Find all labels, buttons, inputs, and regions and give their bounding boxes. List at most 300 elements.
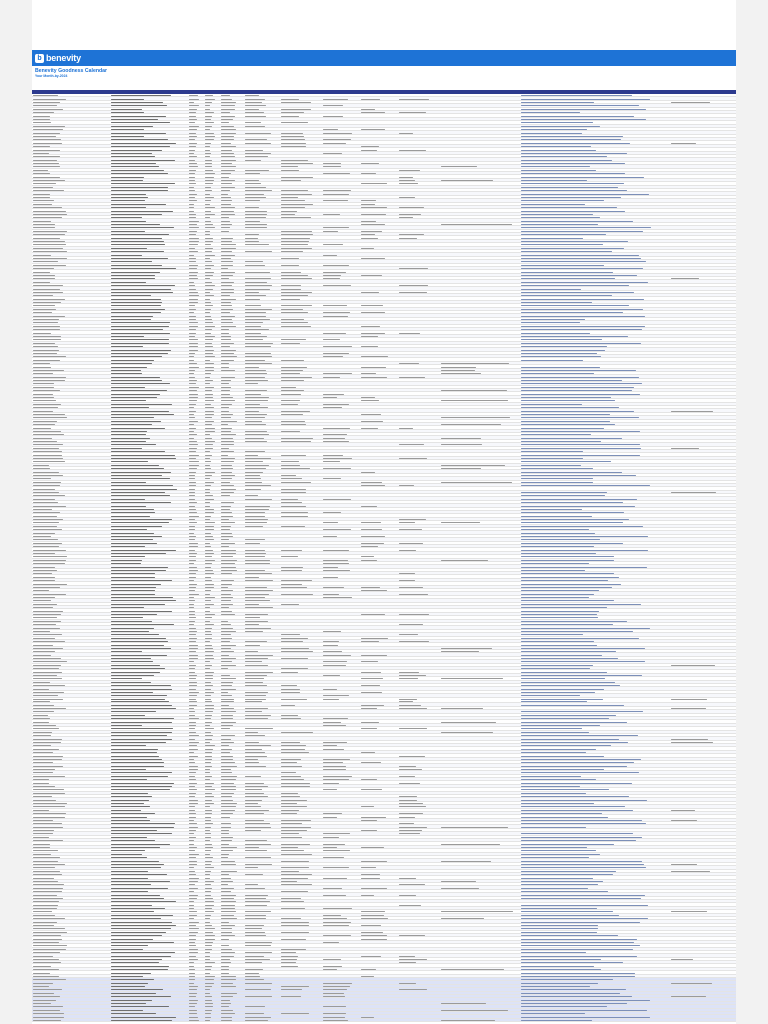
- cell-text-placeholder: [189, 607, 194, 608]
- cell-text-placeholder: [245, 292, 259, 293]
- cell-text-placeholder: [205, 617, 212, 618]
- cell-text-placeholder: [205, 367, 214, 368]
- cell-text-placeholder: [221, 319, 232, 320]
- cell-text-placeholder: [189, 689, 196, 690]
- cell-text-placeholder: [205, 207, 215, 208]
- cell-text-placeholder: [281, 312, 308, 313]
- cell-text-placeholder: [33, 732, 52, 733]
- cell-text-placeholder: [323, 190, 351, 191]
- cell-text-placeholder: [205, 468, 211, 469]
- cell-text-placeholder: [205, 231, 210, 232]
- cell-text-placeholder: [205, 742, 210, 743]
- cell-text-placeholder: [111, 655, 167, 656]
- cell-text-placeholder: [33, 200, 54, 201]
- cell-text-placeholder: [33, 173, 50, 174]
- cell-text-placeholder: [205, 621, 210, 622]
- document-page: [32, 0, 736, 1024]
- cell-text-placeholder: [111, 353, 168, 354]
- cell-text-placeholder: [245, 597, 265, 598]
- cell-text-placeholder: [33, 715, 48, 716]
- cell-text-placeholder: [281, 177, 313, 178]
- cell-text-placeholder: [281, 810, 299, 811]
- cell-text-placeholder: [189, 448, 197, 449]
- cell-text-placeholder: [521, 820, 642, 821]
- cell-text-placeholder: [245, 827, 271, 828]
- cell-text-placeholder: [111, 194, 146, 195]
- cell-text-placeholder: [245, 658, 268, 659]
- cell-text-placeholder: [205, 708, 214, 709]
- cell-text-placeholder: [33, 495, 65, 496]
- cell-text-placeholder: [33, 258, 67, 259]
- cell-text-placeholder: [205, 725, 210, 726]
- cell-text-placeholder: [245, 550, 265, 551]
- cell-text-placeholder: [189, 224, 197, 225]
- cell-text-placeholder: [671, 708, 706, 709]
- cell-text-placeholder: [205, 407, 214, 408]
- cell-text-placeholder: [111, 183, 175, 184]
- cell-text-placeholder: [245, 823, 270, 824]
- cell-text-placeholder: [441, 722, 496, 723]
- cell-text-placeholder: [521, 305, 629, 306]
- cell-text-placeholder: [111, 803, 144, 804]
- cell-text-placeholder: [361, 373, 376, 374]
- cell-text-placeholder: [189, 563, 194, 564]
- cell-text-placeholder: [521, 275, 637, 276]
- cell-text-placeholder: [361, 678, 383, 679]
- cell-text-placeholder: [33, 221, 51, 222]
- cell-text-placeholder: [361, 556, 374, 557]
- cell-text-placeholder: [245, 153, 271, 154]
- cell-text-placeholder: [221, 722, 236, 723]
- cell-text-placeholder: [111, 638, 166, 639]
- cell-text-placeholder: [521, 316, 645, 317]
- cell-text-placeholder: [521, 441, 601, 442]
- cell-text-placeholder: [189, 529, 195, 530]
- cell-text-placeholder: [111, 404, 172, 405]
- cell-text-placeholder: [221, 711, 236, 712]
- cell-text-placeholder: [205, 577, 211, 578]
- cell-text-placeholder: [189, 638, 197, 639]
- cell-text-placeholder: [323, 641, 339, 642]
- cell-text-placeholder: [111, 251, 164, 252]
- cell-text-placeholder: [245, 346, 271, 347]
- cell-text-placeholder: [33, 302, 61, 303]
- cell-text-placeholder: [245, 475, 260, 476]
- cell-text-placeholder: [521, 241, 628, 242]
- cell-text-placeholder: [441, 180, 493, 181]
- cell-text-placeholder: [205, 668, 210, 669]
- cell-text-placeholder: [205, 343, 212, 344]
- cell-text-placeholder: [205, 769, 210, 770]
- cell-text-placeholder: [33, 543, 62, 544]
- cell-text-placeholder: [111, 509, 154, 510]
- cell-text-placeholder: [221, 160, 236, 161]
- cell-text-placeholder: [521, 672, 607, 673]
- cell-text-placeholder: [189, 806, 195, 807]
- cell-text-placeholder: [205, 529, 214, 530]
- cell-text-placeholder: [111, 628, 154, 629]
- cell-text-placeholder: [521, 214, 593, 215]
- cell-text-placeholder: [111, 749, 158, 750]
- cell-text-placeholder: [399, 519, 426, 520]
- cell-text-placeholder: [205, 705, 214, 706]
- cell-text-placeholder: [245, 512, 265, 513]
- cell-text-placeholder: [205, 783, 214, 784]
- cell-text-placeholder: [521, 546, 594, 547]
- cell-text-placeholder: [281, 672, 298, 673]
- cell-text-placeholder: [33, 244, 66, 245]
- cell-text-placeholder: [189, 732, 196, 733]
- cell-text-placeholder: [33, 783, 49, 784]
- cell-text-placeholder: [521, 417, 639, 418]
- cell-text-placeholder: [205, 234, 210, 235]
- cell-text-placeholder: [521, 512, 624, 513]
- cell-text-placeholder: [221, 150, 232, 151]
- cell-text-placeholder: [111, 577, 155, 578]
- cell-text-placeholder: [221, 803, 237, 804]
- cell-text-placeholder: [221, 786, 236, 787]
- cell-text-placeholder: [205, 431, 215, 432]
- cell-text-placeholder: [221, 187, 235, 188]
- cell-text-placeholder: [221, 739, 231, 740]
- cell-text-placeholder: [205, 116, 212, 117]
- cell-text-placeholder: [189, 756, 198, 757]
- cell-text-placeholder: [189, 163, 197, 164]
- cell-text-placeholder: [521, 628, 650, 629]
- cell-text-placeholder: [245, 563, 270, 564]
- cell-text-placeholder: [33, 492, 59, 493]
- cell-text-placeholder: [189, 550, 195, 551]
- cell-text-placeholder: [111, 129, 144, 130]
- cell-text-placeholder: [33, 370, 64, 371]
- cell-text-placeholder: [323, 99, 348, 100]
- cell-text-placeholder: [189, 695, 197, 696]
- cell-text-placeholder: [205, 241, 213, 242]
- cell-text-placeholder: [189, 594, 199, 595]
- cell-text-placeholder: [221, 248, 236, 249]
- cell-text-placeholder: [281, 411, 310, 412]
- cell-text-placeholder: [189, 827, 198, 828]
- cell-text-placeholder: [521, 112, 580, 113]
- cell-text-placeholder: [111, 312, 161, 313]
- cell-text-placeholder: [33, 139, 61, 140]
- cell-text-placeholder: [281, 766, 302, 767]
- cell-text-placeholder: [111, 489, 177, 490]
- cell-text-placeholder: [323, 655, 351, 656]
- cell-text-placeholder: [521, 803, 594, 804]
- cell-text-placeholder: [521, 322, 580, 323]
- cell-text-placeholder: [189, 543, 198, 544]
- cell-text-placeholder: [189, 95, 198, 96]
- cell-text-placeholder: [205, 272, 214, 273]
- cell-text-placeholder: [361, 722, 379, 723]
- cell-text-placeholder: [33, 180, 65, 181]
- cell-text-placeholder: [521, 590, 599, 591]
- cell-text-placeholder: [111, 516, 150, 517]
- cell-text-placeholder: [189, 112, 196, 113]
- cell-text-placeholder: [205, 550, 213, 551]
- cell-text-placeholder: [33, 278, 55, 279]
- cell-text-placeholder: [189, 522, 197, 523]
- cell-text-placeholder: [221, 759, 233, 760]
- cell-text-placeholder: [205, 570, 213, 571]
- cell-text-placeholder: [521, 692, 595, 693]
- cell-text-placeholder: [221, 112, 230, 113]
- cell-text-placeholder: [33, 204, 52, 205]
- cell-text-placeholder: [205, 336, 215, 337]
- cell-text-placeholder: [245, 282, 267, 283]
- cell-text-placeholder: [245, 322, 263, 323]
- cell-text-placeholder: [33, 668, 59, 669]
- cell-text-placeholder: [221, 725, 233, 726]
- cell-text-placeholder: [281, 217, 311, 218]
- benevity-logo-icon: b: [35, 54, 44, 63]
- cell-text-placeholder: [111, 522, 169, 523]
- cell-text-placeholder: [33, 506, 66, 507]
- cell-text-placeholder: [399, 614, 429, 615]
- cell-text-placeholder: [521, 299, 644, 300]
- cell-text-placeholder: [245, 820, 264, 821]
- cell-text-placeholder: [281, 705, 295, 706]
- cell-text-placeholder: [245, 394, 261, 395]
- cell-text-placeholder: [111, 309, 165, 310]
- cell-text-placeholder: [361, 638, 388, 639]
- cell-text-placeholder: [521, 411, 634, 412]
- cell-text-placeholder: [399, 817, 415, 818]
- cell-text-placeholder: [111, 678, 142, 679]
- cell-text-placeholder: [521, 190, 627, 191]
- cell-text-placeholder: [245, 200, 260, 201]
- cell-text-placeholder: [189, 404, 196, 405]
- cell-text-placeholder: [245, 810, 269, 811]
- cell-text-placeholder: [33, 234, 65, 235]
- cell-text-placeholder: [221, 817, 230, 818]
- cell-text-placeholder: [245, 238, 258, 239]
- cell-text-placeholder: [441, 417, 510, 418]
- cell-text-placeholder: [205, 119, 211, 120]
- cell-text-placeholder: [281, 244, 308, 245]
- cell-text-placeholder: [33, 672, 62, 673]
- cell-text-placeholder: [221, 482, 230, 483]
- cell-text-placeholder: [521, 258, 641, 259]
- cell-text-placeholder: [221, 769, 231, 770]
- cell-text-placeholder: [33, 584, 67, 585]
- cell-text-placeholder: [111, 584, 161, 585]
- cell-text-placeholder: [521, 424, 615, 425]
- cell-text-placeholder: [33, 800, 56, 801]
- cell-text-placeholder: [441, 648, 492, 649]
- cell-text-placeholder: [205, 255, 215, 256]
- cell-text-placeholder: [111, 587, 156, 588]
- cell-text-placeholder: [111, 550, 176, 551]
- cell-text-placeholder: [221, 526, 231, 527]
- cell-text-placeholder: [221, 99, 232, 100]
- cell-text-placeholder: [521, 458, 583, 459]
- cell-text-placeholder: [205, 411, 214, 412]
- cell-text-placeholder: [245, 414, 267, 415]
- cell-text-placeholder: [245, 183, 261, 184]
- cell-text-placeholder: [281, 715, 298, 716]
- cell-text-placeholder: [399, 594, 428, 595]
- cell-text-placeholder: [281, 404, 298, 405]
- cell-text-placeholder: [111, 451, 165, 452]
- cell-text-placeholder: [189, 478, 195, 479]
- cell-text-placeholder: [245, 506, 270, 507]
- cell-text-placeholder: [205, 329, 212, 330]
- cell-text-placeholder: [521, 485, 650, 486]
- cell-text-placeholder: [205, 258, 210, 259]
- cell-text-placeholder: [221, 516, 233, 517]
- cell-text-placeholder: [521, 550, 648, 551]
- cell-text-placeholder: [521, 194, 649, 195]
- cell-text-placeholder: [33, 268, 54, 269]
- cell-text-placeholder: [111, 316, 153, 317]
- cell-text-placeholder: [245, 732, 258, 733]
- cell-text-placeholder: [205, 692, 214, 693]
- cell-text-placeholder: [521, 607, 607, 608]
- cell-text-placeholder: [281, 116, 299, 117]
- cell-text-placeholder: [281, 248, 312, 249]
- cell-text-placeholder: [671, 143, 696, 144]
- cell-text-placeholder: [521, 285, 629, 286]
- cell-text-placeholder: [221, 241, 232, 242]
- cell-text-placeholder: [111, 604, 165, 605]
- cell-text-placeholder: [323, 762, 343, 763]
- cell-text-placeholder: [189, 533, 194, 534]
- cell-text-placeholder: [323, 769, 346, 770]
- cell-text-placeholder: [111, 377, 160, 378]
- cell-text-placeholder: [33, 461, 65, 462]
- cell-text-placeholder: [245, 390, 267, 391]
- cell-text-placeholder: [281, 424, 306, 425]
- cell-text-placeholder: [245, 756, 267, 757]
- cell-text-placeholder: [361, 705, 384, 706]
- cell-text-placeholder: [221, 604, 233, 605]
- cell-text-placeholder: [221, 600, 231, 601]
- cell-text-placeholder: [111, 512, 155, 513]
- cell-text-placeholder: [361, 752, 375, 753]
- cell-text-placeholder: [111, 119, 158, 120]
- cell-text-placeholder: [521, 109, 646, 110]
- cell-text-placeholder: [205, 762, 211, 763]
- cell-text-placeholder: [281, 326, 311, 327]
- cell-text-placeholder: [245, 624, 259, 625]
- cell-text-placeholder: [111, 468, 164, 469]
- cell-text-placeholder: [33, 611, 63, 612]
- cell-text-placeholder: [205, 285, 215, 286]
- cell-text-placeholder: [205, 153, 211, 154]
- cell-text-placeholder: [205, 800, 212, 801]
- cell-text-placeholder: [221, 594, 231, 595]
- cell-text-placeholder: [111, 506, 146, 507]
- cell-text-placeholder: [205, 648, 213, 649]
- document-subtitle: Your Month-by-2024: [35, 74, 68, 78]
- cell-text-placeholder: [189, 434, 197, 435]
- cell-text-placeholder: [245, 299, 260, 300]
- cell-text-placeholder: [33, 346, 58, 347]
- cell-text-placeholder: [323, 570, 350, 571]
- cell-text-placeholder: [281, 779, 304, 780]
- cell-text-placeholder: [521, 319, 585, 320]
- cell-text-placeholder: [281, 160, 308, 161]
- cell-text-placeholder: [521, 776, 581, 777]
- cell-text-placeholder: [281, 309, 303, 310]
- cell-text-placeholder: [189, 786, 195, 787]
- cell-text-placeholder: [189, 417, 195, 418]
- cell-text-placeholder: [323, 356, 343, 357]
- cell-text-placeholder: [189, 146, 196, 147]
- cell-text-placeholder: [189, 711, 195, 712]
- cell-text-placeholder: [189, 295, 199, 296]
- cell-text-placeholder: [205, 689, 211, 690]
- cell-text-placeholder: [361, 163, 379, 164]
- cell-text-placeholder: [399, 756, 425, 757]
- cell-text-placeholder: [111, 238, 162, 239]
- cell-text-placeholder: [111, 711, 156, 712]
- cell-text-placeholder: [281, 570, 302, 571]
- cell-text-placeholder: [221, 485, 234, 486]
- cell-text-placeholder: [33, 539, 58, 540]
- cell-text-placeholder: [221, 289, 234, 290]
- cell-text-placeholder: [205, 305, 213, 306]
- cell-text-placeholder: [33, 207, 62, 208]
- cell-text-placeholder: [189, 407, 194, 408]
- cell-text-placeholder: [205, 211, 211, 212]
- cell-text-placeholder: [281, 238, 310, 239]
- cell-text-placeholder: [521, 407, 619, 408]
- cell-text-placeholder: [33, 390, 60, 391]
- cell-text-placeholder: [521, 499, 637, 500]
- cell-text-placeholder: [205, 214, 215, 215]
- cell-text-placeholder: [111, 421, 161, 422]
- cell-text-placeholder: [111, 434, 146, 435]
- cell-text-placeholder: [189, 319, 196, 320]
- cell-text-placeholder: [221, 708, 234, 709]
- cell-text-placeholder: [33, 624, 56, 625]
- cell-text-placeholder: [521, 658, 618, 659]
- cell-text-placeholder: [521, 346, 607, 347]
- cell-text-placeholder: [399, 180, 415, 181]
- cell-text-placeholder: [221, 495, 230, 496]
- cell-text-placeholder: [221, 793, 234, 794]
- cell-text-placeholder: [33, 251, 67, 252]
- cell-text-placeholder: [221, 451, 234, 452]
- cell-text-placeholder: [281, 200, 305, 201]
- cell-text-placeholder: [189, 244, 198, 245]
- cell-text-placeholder: [281, 506, 306, 507]
- cell-text-placeholder: [521, 661, 645, 662]
- cell-text-placeholder: [111, 485, 173, 486]
- cell-text-placeholder: [221, 173, 231, 174]
- cell-text-placeholder: [33, 397, 54, 398]
- cell-text-placeholder: [245, 692, 268, 693]
- cell-text-placeholder: [281, 468, 310, 469]
- cell-text-placeholder: [323, 116, 343, 117]
- cell-text-placeholder: [245, 383, 258, 384]
- cell-text-placeholder: [399, 766, 416, 767]
- cell-text-placeholder: [323, 285, 351, 286]
- cell-text-placeholder: [245, 411, 259, 412]
- cell-text-placeholder: [205, 728, 214, 729]
- cell-text-placeholder: [189, 444, 198, 445]
- cell-text-placeholder: [33, 638, 55, 639]
- cell-text-placeholder: [33, 665, 61, 666]
- cell-text-placeholder: [189, 461, 199, 462]
- cell-text-placeholder: [111, 136, 144, 137]
- cell-text-placeholder: [111, 231, 145, 232]
- cell-text-placeholder: [221, 529, 230, 530]
- cell-text-placeholder: [521, 434, 591, 435]
